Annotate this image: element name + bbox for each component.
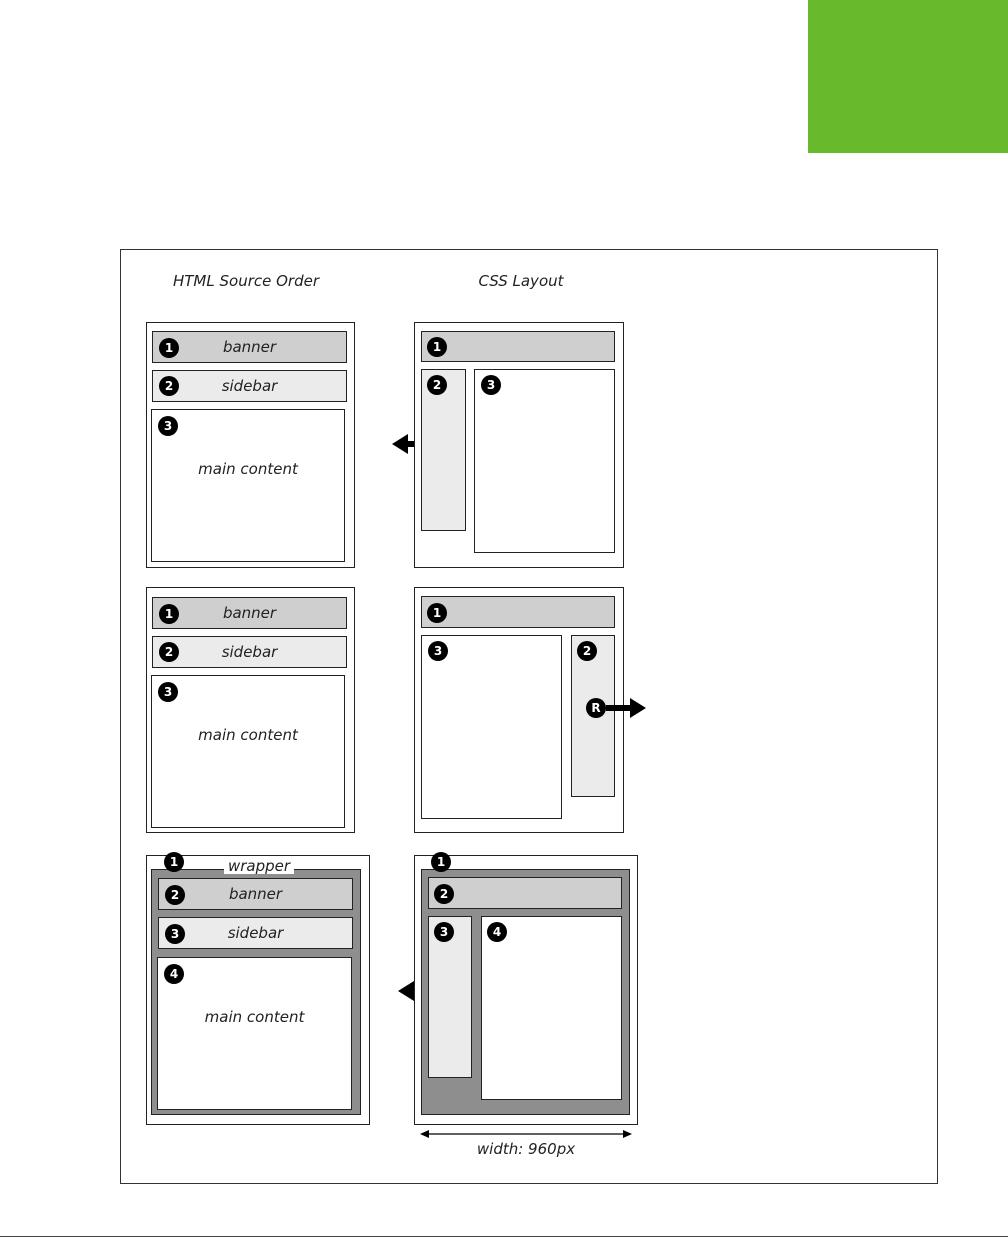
sidebar-label: sidebar xyxy=(227,924,284,942)
wrapper-label: wrapper xyxy=(224,859,294,874)
number-1-badge: 1 xyxy=(427,603,447,623)
main-content-label: main content xyxy=(198,460,298,478)
banner-label: banner xyxy=(222,604,277,622)
number-1-badge: 1 xyxy=(159,338,179,358)
number-3-badge: 3 xyxy=(158,416,178,436)
number-2-badge: 2 xyxy=(427,375,447,395)
number-3-badge: 3 xyxy=(434,922,454,942)
main-content-box xyxy=(151,675,345,828)
number-3-badge: 3 xyxy=(481,375,501,395)
layout-sidebar-box xyxy=(428,916,472,1078)
number-3-badge: 3 xyxy=(165,924,185,944)
width-dimension-arrow xyxy=(420,1127,632,1141)
width-label: width: 960px xyxy=(476,1140,576,1158)
main-content-label: main content xyxy=(204,1008,305,1026)
layout-banner-box xyxy=(428,877,622,909)
bottom-rule xyxy=(0,1236,1008,1237)
source-order-title: HTML Source Order xyxy=(172,272,319,290)
sidebar-label: sidebar xyxy=(221,643,278,661)
number-4-badge: 4 xyxy=(487,922,507,942)
banner-label: banner xyxy=(222,338,277,356)
chapter-tab xyxy=(808,0,1008,153)
number-1-badge: 1 xyxy=(431,852,451,872)
number-1-badge: 1 xyxy=(159,604,179,624)
css-layout-title: CSS Layout xyxy=(478,272,564,290)
number-1-badge: 1 xyxy=(164,852,184,872)
layout-banner-box xyxy=(421,596,615,628)
float-right-badge: R xyxy=(586,698,606,718)
layout-banner-box xyxy=(421,331,615,362)
layout-main-box xyxy=(474,369,615,553)
number-2-badge: 2 xyxy=(434,884,454,904)
number-2-badge: 2 xyxy=(159,642,179,662)
layout-main-box xyxy=(421,635,562,819)
main-content-box xyxy=(157,957,352,1110)
sidebar-label: sidebar xyxy=(221,377,278,395)
number-1-badge: 1 xyxy=(427,337,447,357)
number-2-badge: 2 xyxy=(577,641,597,661)
layout-sidebar-box xyxy=(421,369,466,531)
number-4-badge: 4 xyxy=(164,964,184,984)
number-3-badge: 3 xyxy=(428,641,448,661)
main-content-label: main content xyxy=(198,726,298,744)
banner-label: banner xyxy=(228,885,283,903)
number-3-badge: 3 xyxy=(158,682,178,702)
main-content-box xyxy=(151,409,345,562)
number-2-badge: 2 xyxy=(159,376,179,396)
number-2-badge: 2 xyxy=(165,885,185,905)
layout-main-box xyxy=(481,916,622,1100)
